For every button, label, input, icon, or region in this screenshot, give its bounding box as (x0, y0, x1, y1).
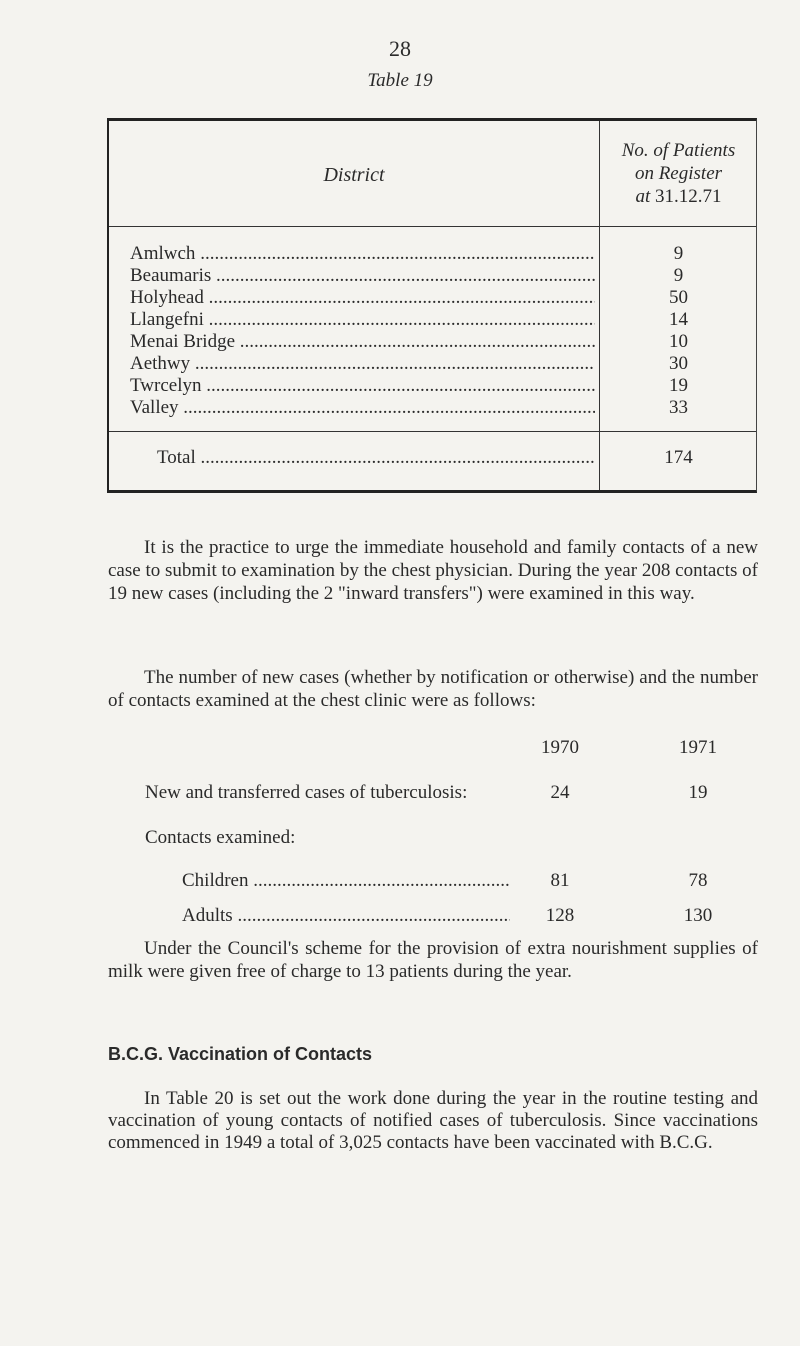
total-divider (109, 431, 756, 432)
table-row (109, 265, 759, 287)
adults-label: Adults ..... (182, 905, 510, 927)
table-row (109, 353, 759, 375)
table-row (109, 375, 759, 397)
patient-count: 33 (669, 397, 688, 418)
header-divider (109, 226, 756, 227)
district-name: Aethwy ..... (130, 353, 595, 375)
district-name: Holyhead ..... (130, 287, 595, 309)
paragraph-new-cases-intro: The number of new cases (whether by notification or otherwise) and the number of contacts examined at the chest clinic were as follows: (108, 667, 758, 711)
section-heading-bcg: B.C.G. Vaccination of Contacts (108, 1044, 373, 1064)
patient-count: 9 (673, 243, 684, 264)
page-number: 28 (389, 36, 411, 61)
table-row (109, 397, 759, 419)
total-label: Total ..... (157, 447, 595, 469)
patient-count: 9 (673, 265, 684, 286)
adults-1970: 128 (545, 905, 575, 926)
patient-count: 14 (669, 309, 688, 330)
table-row (109, 309, 759, 331)
header-count-prefix: at (635, 186, 651, 207)
paragraph-bcg-vaccination: In Table 20 is set out the work done during the year in the routine testing and vaccination of young contacts of notified cases of tuberculosis. Since vaccinations commenced in 1949 a total of 3,025 contacts have been vaccinated with B.C.G. (108, 1088, 758, 1153)
header-count-date: 31.12.71 (655, 186, 722, 207)
district-name: Llangefni ..... (130, 309, 595, 331)
paragraph-contacts-practice: It is the practice to urge the immediate household and family contacts of a new case to submit to examination by the chest physician. During the year 208 contacts of 19 new cases (including the 2 "inward transfers") were examined in this way. (108, 537, 758, 604)
header-district: District (323, 164, 385, 186)
table-caption: Table 19 (367, 70, 433, 91)
table-body (109, 243, 759, 419)
children-1970: 81 (550, 870, 570, 891)
table-row (109, 331, 759, 353)
district-name: Beaumaris ..... (130, 265, 595, 287)
year-1971: 1971 (679, 737, 717, 758)
patient-count: 30 (669, 353, 688, 374)
new-cases-label: New and transferred cases of tuberculosis: (145, 782, 468, 803)
new-cases-1971: 19 (688, 782, 708, 803)
year-1970: 1970 (541, 737, 579, 758)
new-cases-1970: 24 (550, 782, 570, 803)
header-count-line1: No. of Patients (621, 140, 736, 161)
patient-count: 19 (669, 375, 688, 396)
table-row (109, 243, 759, 265)
district-name: Amlwch ..... (130, 243, 595, 265)
adults-1971: 130 (683, 905, 713, 926)
table-row (109, 287, 759, 309)
header-patients-count (601, 139, 756, 208)
children-label: Children ..... (182, 870, 510, 892)
header-count-line2: on Register (634, 163, 723, 184)
district-name: Menai Bridge ..... (130, 331, 595, 353)
paragraph-milk-supplies: Under the Council's scheme for the provision of extra nourishment supplies of milk were given free of charge to 13 patients during the year. (108, 938, 758, 982)
total-row (109, 447, 759, 471)
header-count-line3 (601, 185, 756, 208)
contacts-label: Contacts examined: (145, 827, 296, 848)
patient-count: 10 (669, 331, 688, 352)
total-value: 174 (664, 447, 693, 468)
district-name: Valley ..... (130, 397, 595, 419)
children-1971: 78 (688, 870, 708, 891)
patients-table (107, 118, 757, 493)
patient-count: 50 (669, 287, 688, 308)
district-name: Twrcelyn ..... (130, 375, 595, 397)
